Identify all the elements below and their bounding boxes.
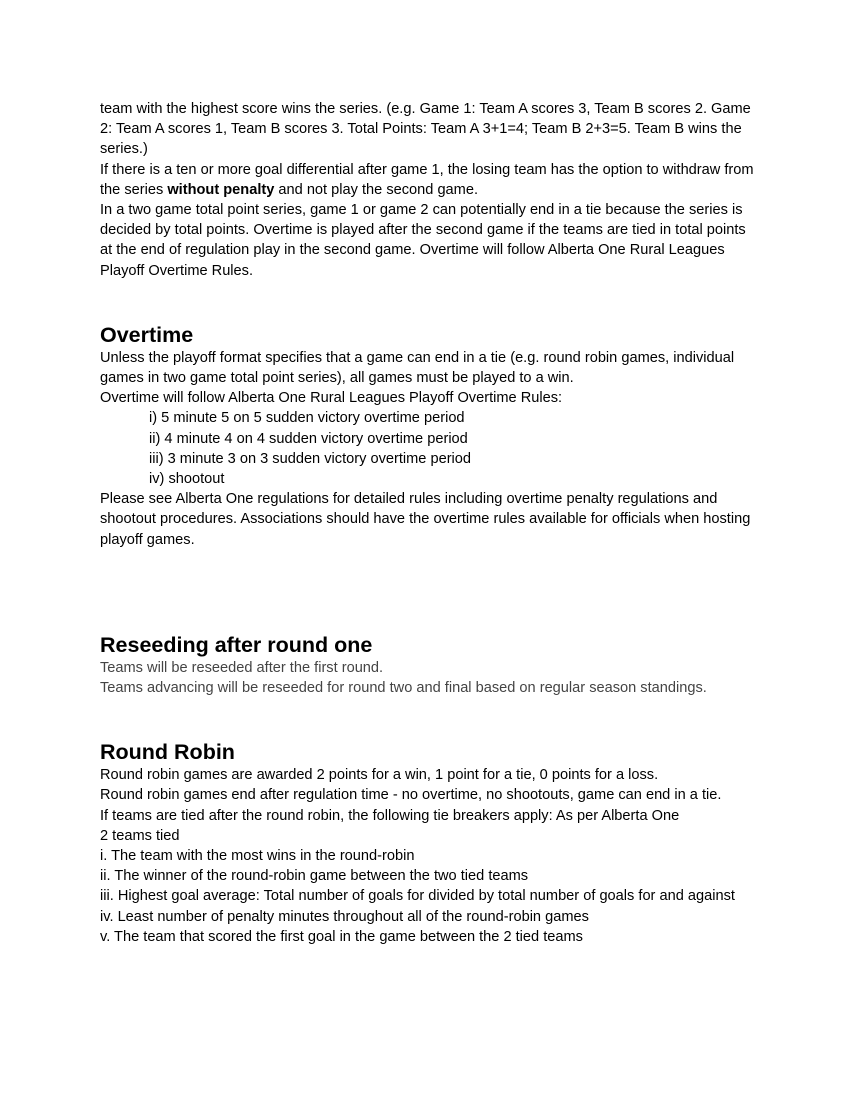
overtime-intro-paragraph: Unless the playoff format specifies that a game can end in a tie (e.g. round robin games, individual games in two game total point series), all games must be played to a win. <box>100 349 735 387</box>
two-teams-tied-label: 2 teams tied <box>100 827 180 844</box>
goal-differential-paragraph <box>100 160 760 200</box>
document-page <box>100 99 760 947</box>
without-penalty-bold: without penalty <box>167 181 275 198</box>
round-robin-regulation-paragraph: Round robin games end after regulation time - no overtime, no shootouts, game can end in a tie. <box>100 787 722 804</box>
overtime-rule-item: i) 5 minute 5 on 5 sudden victory overtime period <box>149 410 465 427</box>
reseeding-paragraph-1: Teams will be reseeded after the first round. <box>100 659 384 676</box>
section-spacer <box>100 698 760 739</box>
overtime-rule-item: iii) 3 minute 3 on 3 sudden victory overtime period <box>149 450 472 467</box>
goal-differential-text-a: If there is a ten or more goal differential after game 1, the losing team has the option to withdraw from the series <box>100 161 754 198</box>
tiebreaker-item: iii. Highest goal average: Total number of goals for divided by total number of goals for and against <box>100 888 735 905</box>
round-robin-heading: Round Robin <box>100 740 235 765</box>
reseeding-paragraph-2: Teams advancing will be reseeded for round two and final based on regular season standings. <box>100 680 707 697</box>
tie-breakers-intro: If teams are tied after the round robin, the following tie breakers apply: As per Alberta One <box>100 807 680 824</box>
total-point-series-paragraph: In a two game total point series, game 1 or game 2 can potentially end in a tie because the series is decided by total points. Overtime is played after the second game if the teams are tied in total points at the end of regulation play in the second game. Overtime will follow Alberta One Rural Leagues Playoff Overtime Rules. <box>100 202 746 279</box>
series-example-paragraph: team with the highest score wins the series. (e.g. Game 1: Team A scores 3, Team B scores 2. Game 2: Team A scores 1, Team B scores 3. Total Points: Team A 3+1=4; Team B 2+3=5. Team B wins the series.) <box>100 101 751 158</box>
goal-differential-text-b: and not play the second game. <box>274 181 479 198</box>
overtime-heading: Overtime <box>100 322 194 347</box>
overtime-regulations-paragraph: Please see Alberta One regulations for detailed rules including overtime penalty regulations and shootout procedures. Associations should have the overtime rules available for officials when hosting playoff games. <box>100 491 751 548</box>
section-spacer <box>100 550 760 632</box>
overtime-rule-item: ii) 4 minute 4 on 4 sudden victory overtime period <box>149 430 468 447</box>
section-spacer <box>100 281 760 322</box>
round-robin-points-paragraph: Round robin games are awarded 2 points for a win, 1 point for a tie, 0 points for a loss. <box>100 767 659 784</box>
tiebreaker-item: i. The team with the most wins in the round-robin <box>100 848 415 865</box>
tiebreaker-item: v. The team that scored the first goal in the game between the 2 tied teams <box>100 928 583 945</box>
tiebreaker-item: ii. The winner of the round-robin game between the two tied teams <box>100 868 529 885</box>
tiebreaker-item: iv. Least number of penalty minutes throughout all of the round-robin games <box>100 908 589 925</box>
overtime-rules-intro: Overtime will follow Alberta One Rural Leagues Playoff Overtime Rules: <box>100 390 563 407</box>
reseeding-heading: Reseeding after round one <box>100 632 373 657</box>
overtime-rule-item: iv) shootout <box>149 471 225 488</box>
